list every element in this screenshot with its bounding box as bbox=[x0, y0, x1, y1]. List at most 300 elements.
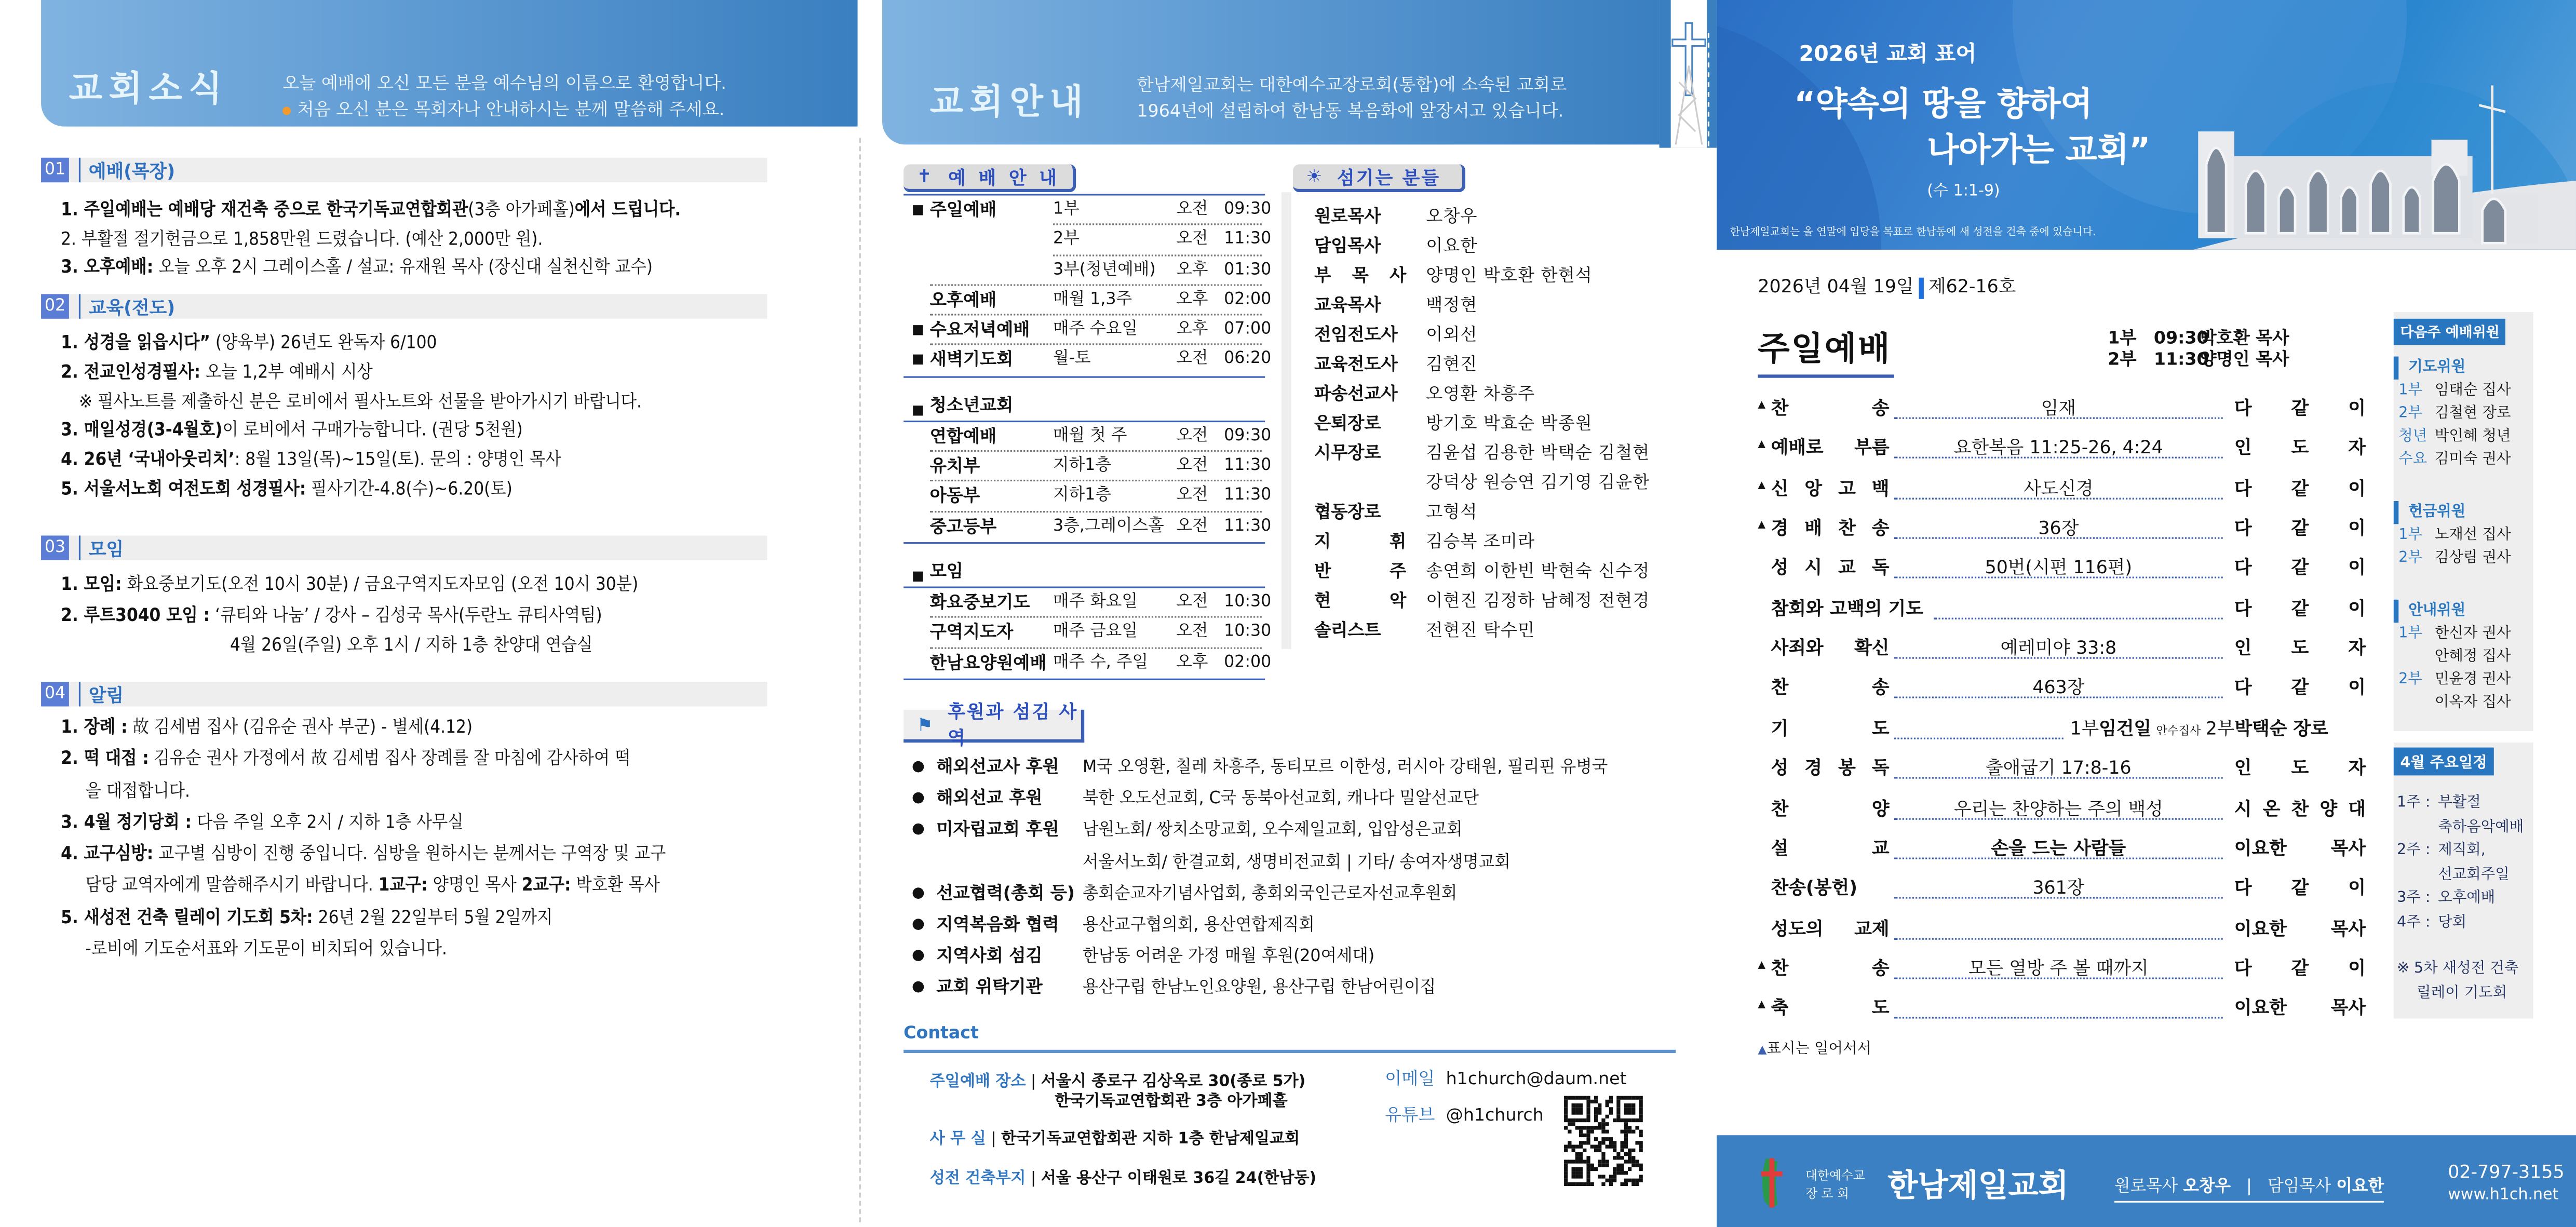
committee-part: 2부 bbox=[2398, 672, 2422, 689]
sunday-venue-address: 서울시 종로구 김상옥로 30(종로 5가) bbox=[1041, 1073, 1306, 1091]
news-emphasis: 1교구: bbox=[378, 874, 428, 896]
contact-sunday-venue: 주일예배 장소 | 서울시 종로구 김상옥로 30(종로 5가) bbox=[929, 1073, 1306, 1091]
schedule-row bbox=[2394, 840, 2533, 864]
news-line-text bbox=[61, 570, 638, 601]
servant-role: 지 휘 bbox=[1314, 532, 1407, 552]
youtube-link[interactable]: @h1church bbox=[1446, 1105, 1544, 1126]
news-text: 담당 교역자에게 말씀해주시기 바랍니다. bbox=[85, 874, 379, 896]
news-text: 교구별 심방이 진행 중입니다. 심방을 원하시는 분께서는 구역장 및 교구 bbox=[153, 843, 666, 865]
worship-ampm: 오전 bbox=[1176, 623, 1208, 641]
servant-row bbox=[1314, 320, 1477, 350]
order-leader: 다 같 이 bbox=[2234, 517, 2366, 539]
worship-group-title: 청소년교회 bbox=[929, 395, 1014, 415]
order-row bbox=[1758, 751, 2366, 784]
worship-ampm: 오전 bbox=[1176, 230, 1208, 249]
building-site-label: 성전 건축부지 bbox=[929, 1169, 1026, 1188]
date-separator bbox=[1919, 277, 1923, 298]
worship-time: 07:00 bbox=[1224, 320, 1272, 339]
order-row bbox=[1758, 991, 2366, 1024]
news-text: 4월 26일(주일) 오후 1시 / 지하 1층 찬양대 연습실 bbox=[230, 634, 593, 656]
bullet-dot-icon bbox=[282, 106, 291, 114]
order-row bbox=[1758, 671, 2366, 704]
order-row bbox=[1758, 511, 2366, 544]
order-row bbox=[1758, 391, 2366, 424]
news-text: 김유순 권사 가정에서 故 김세범 집사 장례를 잘 마침에 감사하여 떡 bbox=[149, 748, 631, 770]
order-label: 찬 송 bbox=[1771, 397, 1890, 419]
news-line-text bbox=[61, 901, 552, 933]
ministry-value bbox=[1083, 784, 1500, 816]
news-line-text bbox=[61, 416, 523, 446]
committee-box bbox=[2394, 312, 2533, 731]
news-line bbox=[61, 387, 767, 416]
worship-detail: 월-토 bbox=[1053, 350, 1091, 369]
order-leader: 인 도 자 bbox=[2234, 437, 2366, 459]
ministry-label: 교회 위탁기관 bbox=[936, 978, 1043, 998]
worship-group-title: 모임 bbox=[929, 561, 963, 582]
order-item: 463장 bbox=[2032, 677, 2085, 699]
news-line bbox=[61, 838, 767, 870]
worship-ampm: 오전 bbox=[1176, 350, 1208, 369]
worship-name: 새벽기도회 bbox=[929, 350, 1014, 371]
servant-row bbox=[1314, 468, 1650, 498]
motto-line-1: “약속의 땅을 향하여 bbox=[1793, 84, 2093, 124]
office-address: 한국기독교연합회관 지하 1층 한남제일교회 bbox=[1001, 1130, 1300, 1149]
prayer-leader-title: 안수집사 bbox=[2156, 724, 2201, 737]
committee-part: 1부 bbox=[2398, 383, 2422, 399]
order-leader: 다 같 이 bbox=[2234, 597, 2366, 619]
news-line-text bbox=[61, 224, 543, 253]
worship-name: 유치부 bbox=[929, 456, 980, 477]
servant-role: 현 악 bbox=[1314, 591, 1407, 611]
servant-row bbox=[1314, 291, 1477, 320]
schedule-event: 당회 bbox=[2438, 914, 2467, 931]
worship-row bbox=[903, 452, 1272, 482]
servant-row bbox=[1314, 557, 1650, 587]
news-line-text bbox=[61, 711, 473, 743]
order-item: 임재 bbox=[2041, 397, 2076, 419]
order-row bbox=[1758, 911, 2366, 944]
worship-time: 09:30 bbox=[1224, 426, 1272, 445]
news-text: 을 대접합니다. bbox=[85, 779, 190, 801]
worship-ampm: 오전 bbox=[1176, 426, 1208, 445]
order-leader: 이요한 목사 bbox=[2234, 838, 2366, 859]
committee-part: 1부 bbox=[2398, 626, 2422, 643]
schedule-rows bbox=[2394, 792, 2533, 1005]
servant-names: 김승복 조미라 bbox=[1426, 532, 1535, 552]
order-row bbox=[1758, 871, 2366, 904]
servant-names: 전현진 탁수민 bbox=[1426, 621, 1535, 641]
schedule-week: 4주 : bbox=[2397, 914, 2431, 931]
servant-names: 김윤섭 김용한 박택순 김철현 bbox=[1426, 443, 1650, 464]
committee-group bbox=[2394, 501, 2533, 570]
order-item: 예레미야 33:8 bbox=[2000, 637, 2117, 659]
square-bullet-icon: ■ bbox=[911, 322, 924, 338]
order-label: 경 배 찬 송 bbox=[1771, 517, 1890, 539]
committee-member: 김미숙 권사 bbox=[2434, 452, 2511, 468]
committee-member: 임태순 집사 bbox=[2434, 383, 2511, 399]
order-label: 예배로 부름 bbox=[1771, 437, 1890, 459]
news-line-text bbox=[61, 475, 512, 504]
committee-part: 수요 bbox=[2398, 452, 2427, 468]
servant-names: 오영환 차흥주 bbox=[1426, 384, 1535, 404]
service-preacher: 박호환 목사 bbox=[2200, 328, 2289, 348]
news-text: 2. 부활절 절기헌금으로 1,858만원 드렸습니다. (예산 2,000만 원). bbox=[61, 227, 543, 249]
stand-note-text: 표시는 일어서서 bbox=[1766, 1041, 1872, 1058]
worship-detail: 3층,그레이스홀 bbox=[1053, 517, 1164, 535]
committee-group-title: 헌금위원 bbox=[2394, 501, 2533, 524]
worship-row bbox=[903, 346, 1272, 376]
ministry-label: 지역사회 섬김 bbox=[936, 946, 1043, 966]
worship-detail: 매주 수요일 bbox=[1053, 320, 1138, 339]
servant-row bbox=[1314, 409, 1593, 439]
committee-member: 민윤경 권사 bbox=[2434, 672, 2511, 689]
servant-names: 방기호 박효순 박종원 bbox=[1426, 414, 1593, 434]
motto-line-2: 나아가는 교회” bbox=[1927, 129, 2151, 169]
worship-time: 11:30 bbox=[1224, 487, 1272, 505]
section-header-bar bbox=[41, 535, 767, 560]
motto-caption: 한남제일교회는 올 연말에 입당을 목표로 한남동에 새 성전을 건축 중에 있습니다. bbox=[1730, 226, 2096, 238]
committee-row bbox=[2394, 623, 2533, 645]
dotted-leader bbox=[1894, 937, 2223, 939]
worship-group-heading bbox=[903, 544, 1265, 586]
servant-row bbox=[1314, 528, 1535, 557]
ministry-tab-label: 후원과 섬김 사역 bbox=[948, 701, 1078, 749]
order-item: 요한복음 11:25-26, 4:24 bbox=[1953, 437, 2163, 459]
worship-time: 11:30 bbox=[1224, 456, 1272, 475]
servants-tab bbox=[1293, 164, 1465, 192]
worship-time: 10:30 bbox=[1224, 623, 1272, 641]
committee-member: 김철현 장로 bbox=[2434, 406, 2511, 423]
ministry-value-text: 용산구립 한남노인요양원, 용산구립 한남어린이집 bbox=[1083, 978, 1436, 998]
worship-row bbox=[903, 316, 1272, 346]
news-emphasis: 1. 장례 : bbox=[61, 716, 128, 738]
dotted-leader bbox=[1934, 617, 2223, 619]
order-label: 성 경 봉 독 bbox=[1771, 758, 1890, 779]
order-label: 찬 송 bbox=[1771, 958, 1890, 979]
schedule-event: 오후예배 bbox=[2438, 890, 2496, 907]
service-time: 11:30 bbox=[2153, 349, 2209, 370]
worship-time: 09:30 bbox=[1224, 200, 1272, 219]
guide-title: 교회안내 bbox=[929, 82, 1090, 122]
section-header-bar bbox=[41, 294, 767, 318]
news-section bbox=[41, 682, 767, 965]
ministry-value bbox=[1083, 973, 1454, 1005]
servant-role: 협동장로 bbox=[1314, 503, 1381, 523]
news-text: 박호환 목사 bbox=[571, 874, 660, 896]
website-link[interactable]: www.h1ch.net bbox=[2448, 1186, 2559, 1205]
order-row bbox=[1758, 831, 2366, 864]
worship-ampm: 오전 bbox=[1176, 517, 1208, 535]
worship-name: 연합예배 bbox=[929, 426, 997, 447]
square-bullet-icon: ■ bbox=[911, 402, 924, 417]
news-line bbox=[61, 329, 767, 358]
denomination-line-2: 장 로 회 bbox=[1805, 1186, 1850, 1201]
committee-member: 노재선 집사 bbox=[2434, 527, 2511, 544]
section-separator bbox=[79, 294, 80, 318]
committee-row bbox=[2394, 449, 2533, 471]
worship-detail: 지하1층 bbox=[1053, 487, 1111, 505]
cross-tower-icon bbox=[1660, 0, 1717, 148]
news-line bbox=[61, 743, 767, 775]
servant-role: 파송선교사 bbox=[1314, 384, 1398, 404]
contact-youtube bbox=[1385, 1102, 1544, 1127]
news-line bbox=[61, 570, 767, 601]
news-section bbox=[41, 294, 767, 504]
ministry-label: 선교협력(총회 등) bbox=[936, 883, 1075, 904]
news-line-text bbox=[86, 870, 660, 901]
servant-row bbox=[1314, 498, 1477, 528]
news-line bbox=[61, 224, 767, 253]
committee-group bbox=[2394, 357, 2533, 471]
order-leader: 시 온 찬 양 대 bbox=[2234, 798, 2366, 819]
ministry-label: 해외선교 후원 bbox=[936, 789, 1043, 809]
worship-detail: 지하1층 bbox=[1053, 456, 1111, 475]
news-text: 26년 2월 22일부터 5월 2일까지 bbox=[313, 906, 553, 928]
service-time-row bbox=[2108, 347, 2289, 371]
schedule-title: 4월 주요일정 bbox=[2394, 748, 2494, 776]
worship-schedule-table bbox=[903, 194, 1272, 680]
order-label: 사죄와 확신 bbox=[1771, 637, 1890, 659]
news-line bbox=[61, 901, 767, 933]
committee-member: 이옥자 집사 bbox=[2434, 695, 2511, 711]
worship-time: 02:00 bbox=[1224, 290, 1272, 309]
news-line-text bbox=[61, 806, 464, 838]
worship-time: 11:30 bbox=[1224, 517, 1272, 535]
servant-role: 은퇴장로 bbox=[1314, 414, 1381, 434]
committee-row bbox=[2394, 692, 2533, 714]
news-section bbox=[41, 158, 767, 282]
servant-role: 솔리스트 bbox=[1314, 621, 1381, 641]
servants-tab-label: 섬기는 분들 bbox=[1337, 167, 1441, 188]
worship-detail: 매월 1,3주 bbox=[1053, 290, 1132, 309]
panel-divider bbox=[859, 138, 861, 1222]
worship-ampm: 오전 bbox=[1176, 456, 1208, 475]
servant-row bbox=[1314, 439, 1650, 468]
ministry-value bbox=[1083, 879, 1477, 910]
order-item: 우리는 찬양하는 주의 백성 bbox=[1953, 798, 2163, 819]
servant-row bbox=[1314, 587, 1650, 616]
order-leader: 인 도 자 bbox=[2234, 637, 2366, 659]
section-header-bar bbox=[41, 682, 767, 706]
news-section bbox=[41, 535, 767, 661]
servant-names: 백정현 bbox=[1426, 295, 1478, 316]
bullet-icon: ● bbox=[911, 979, 925, 996]
committee-member: 한신자 권사 bbox=[2434, 626, 2511, 643]
schedule-row bbox=[2394, 792, 2533, 816]
worship-group-heading bbox=[903, 377, 1265, 420]
news-text: 오늘 1,2부 예배시 시상 bbox=[200, 361, 373, 383]
section-number: 02 bbox=[41, 294, 69, 318]
bullet-icon: ● bbox=[911, 822, 925, 839]
sun-icon: ☀ bbox=[1306, 166, 1324, 187]
committee-row bbox=[2394, 669, 2533, 692]
order-leader: 이요한 목사 bbox=[2234, 918, 2366, 939]
servant-names: 송연희 이한빈 박현숙 신수정 bbox=[1426, 562, 1650, 582]
worship-row bbox=[903, 482, 1272, 512]
worship-detail: 1부 bbox=[1053, 200, 1080, 219]
worship-time: 01:30 bbox=[1224, 260, 1272, 279]
servant-role: 부 목 사 bbox=[1314, 266, 1407, 286]
worship-detail: 매주 화요일 bbox=[1053, 593, 1138, 611]
news-line bbox=[61, 475, 767, 504]
order-row bbox=[1758, 591, 2366, 624]
schedule-week: 2주 : bbox=[2397, 843, 2431, 859]
ministry-value-text: 서울서노회/ 한결교회, 생명비전교회 | 기타/ 송여자생명교회 bbox=[1083, 852, 1510, 872]
guide-desc-2: 1964년에 설립하여 한남동 복음화에 앞장서고 있습니다. bbox=[1137, 102, 1564, 122]
bulletin-date: 2026년 04월 19일 bbox=[1758, 276, 1914, 298]
worship-guide-tab-label: 예 배 안 내 bbox=[948, 167, 1060, 188]
committee-member: 박인혜 청년 bbox=[2434, 428, 2511, 446]
ministry-value-text: 남원노회/ 쌍치소망교회, 오수제일교회, 입암성은교회 bbox=[1083, 820, 1463, 840]
committee-member: 김상림 권사 bbox=[2434, 550, 2511, 567]
worship-name: 아동부 bbox=[929, 487, 980, 507]
youtube-label: 유튜브 bbox=[1385, 1105, 1435, 1126]
contact-title: Contact bbox=[903, 1023, 979, 1044]
stand-triangle-icon: ▲ bbox=[1758, 959, 1766, 971]
worship-name: 오후예배 bbox=[929, 290, 997, 311]
news-emphasis: 2교구: bbox=[521, 874, 571, 896]
ministry-value bbox=[1083, 752, 1636, 784]
worship-row bbox=[903, 196, 1272, 226]
welcome-line-2 bbox=[282, 97, 724, 122]
order-leader: 다 같 이 bbox=[2234, 477, 2366, 499]
ministry-value-text: 총회순교자기념사업회, 총회외국인근로자선교후원회 bbox=[1083, 883, 1458, 904]
worship-name: 중고등부 bbox=[929, 517, 997, 537]
bullet-icon: ● bbox=[911, 916, 925, 933]
bulletin-date-line bbox=[1758, 273, 2016, 299]
servant-role: 교육목사 bbox=[1314, 295, 1381, 316]
worship-row bbox=[903, 648, 1272, 678]
email-link[interactable]: h1church@daum.net bbox=[1446, 1069, 1627, 1089]
worship-name: 구역지도자 bbox=[929, 623, 1014, 643]
email-label: 이메일 bbox=[1385, 1069, 1435, 1089]
servant-names: 이현진 김정하 남혜정 전현경 bbox=[1426, 591, 1650, 611]
worship-detail: 매주 금요일 bbox=[1053, 623, 1138, 641]
order-label: 찬 양 bbox=[1771, 798, 1890, 819]
flag-icon: ⚑ bbox=[916, 713, 935, 735]
church-logo-icon bbox=[1758, 1155, 1784, 1211]
order-item: 사도신경 bbox=[2024, 477, 2094, 499]
news-line-text bbox=[79, 387, 642, 416]
committee-group-title: 기도위원 bbox=[2394, 357, 2533, 380]
ministry-value-text: M국 오영환, 칠레 차흥주, 동티모르 이한성, 러시아 강태원, 필리핀 유병국 bbox=[1083, 757, 1608, 777]
order-label: 성도의 교제 bbox=[1771, 918, 1890, 939]
building-site-address: 서울 용산구 이태원로 36길 24(한남동) bbox=[1041, 1169, 1317, 1188]
schedule-event: 부활절 bbox=[2438, 795, 2481, 812]
schedule-week: 1주 : bbox=[2397, 795, 2431, 812]
worship-guide-tab bbox=[903, 164, 1076, 192]
prayer-leaders bbox=[2070, 714, 2328, 741]
servant-row bbox=[1314, 202, 1477, 232]
schedule-row bbox=[2394, 887, 2533, 911]
news-emphasis: 1. 주일예배는 예배당 재건축 중으로 한국기독교연합회관 bbox=[61, 198, 468, 220]
sunday-venue-label: 주일예배 장소 bbox=[929, 1073, 1026, 1091]
news-emphasis: 1. 성경을 읽읍시다” bbox=[61, 332, 210, 354]
news-text: (양육부) 26년도 완독자 6/100 bbox=[210, 332, 437, 354]
news-emphasis: 5. 새성전 건축 릴레이 기도회 5차: bbox=[61, 906, 313, 928]
servant-names: 이외선 bbox=[1426, 325, 1478, 345]
qr-code-icon[interactable] bbox=[1564, 1096, 1643, 1186]
motto-verse: (수 1:1-9) bbox=[1927, 182, 2000, 200]
dotted-leader bbox=[1894, 1017, 2223, 1019]
schedule-week: 3주 : bbox=[2397, 890, 2431, 907]
schedule-row bbox=[2394, 911, 2533, 935]
news-title: 교회소식 bbox=[69, 69, 229, 109]
news-line-text bbox=[61, 446, 561, 475]
servant-names: 강덕상 원승연 김기영 김윤한 bbox=[1426, 473, 1650, 493]
news-emphasis: 5. 서울서노회 여전도회 성경필사: bbox=[61, 478, 306, 500]
news-emphasis: 2. 전교인성경필사: bbox=[61, 361, 201, 383]
worship-name: 주일예배 bbox=[929, 200, 997, 220]
senior-pastor-name: 이요한 bbox=[2336, 1178, 2384, 1196]
ministry-label: 해외선교사 후원 bbox=[936, 757, 1059, 777]
service-part: 2부 bbox=[2108, 349, 2137, 370]
worship-row bbox=[903, 588, 1272, 618]
section-lines bbox=[41, 182, 767, 282]
ministry-value-text: 용산교구협의회, 용산연합제직회 bbox=[1083, 915, 1315, 935]
news-line-text bbox=[61, 838, 666, 870]
worship-row bbox=[903, 255, 1272, 286]
motto-banner bbox=[1717, 0, 2576, 250]
worship-ampm: 오후 bbox=[1176, 320, 1208, 339]
worship-detail: 매월 첫 주 bbox=[1053, 426, 1127, 445]
news-line-text bbox=[61, 358, 373, 387]
stand-triangle-icon: ▲ bbox=[1758, 1043, 1767, 1057]
news-line bbox=[61, 933, 767, 965]
order-row bbox=[1758, 431, 2366, 464]
order-leader: 다 같 이 bbox=[2234, 878, 2366, 899]
order-label: 설 교 bbox=[1771, 838, 1890, 859]
section-separator bbox=[79, 682, 80, 706]
order-row bbox=[1758, 711, 2366, 744]
servant-role: 담임목사 bbox=[1314, 236, 1381, 257]
news-text: 故 김세범 집사 (김유순 권사 부군) - 별세(4.12) bbox=[127, 716, 473, 738]
news-line-text bbox=[61, 600, 602, 631]
news-text: ‘큐티와 나눔’ / 강사 – 김성국 목사(두란노 큐티사역팀) bbox=[210, 603, 602, 625]
servant-role: 시무장로 bbox=[1314, 443, 1381, 464]
order-label: 찬 송 bbox=[1771, 677, 1890, 699]
order-leader: 다 같 이 bbox=[2234, 958, 2366, 979]
section-separator bbox=[79, 535, 80, 560]
ministry-tab bbox=[903, 701, 1084, 749]
ministry-value bbox=[1083, 910, 1327, 942]
ministry-value bbox=[1083, 815, 1482, 847]
worship-ampm: 오전 bbox=[1176, 487, 1208, 505]
news-line bbox=[61, 775, 767, 806]
servant-role: 전임전도사 bbox=[1314, 325, 1398, 345]
schedule-note: 릴레이 기도회 bbox=[2417, 985, 2507, 1002]
news-emphasis: 3. 매일성경(3-4월호) bbox=[61, 420, 223, 441]
news-line bbox=[61, 600, 767, 631]
ministry-label: 미자립교회 후원 bbox=[936, 820, 1059, 840]
phone-number: 02-797-3155 bbox=[2448, 1161, 2565, 1183]
order-leader: 이요한 목사 bbox=[2234, 997, 2366, 1019]
service-preacher: 양명인 목사 bbox=[2200, 349, 2289, 370]
section-separator bbox=[79, 158, 80, 182]
news-line-text bbox=[61, 743, 630, 775]
order-row bbox=[1758, 471, 2366, 504]
news-header bbox=[41, 0, 857, 127]
schedule-note: ※ 5차 새성전 건축 bbox=[2397, 961, 2519, 978]
contact-sunday-venue-2 bbox=[1055, 1088, 1287, 1111]
news-text: 양명인 목사 bbox=[427, 874, 522, 896]
section-title: 모임 bbox=[88, 538, 124, 560]
bullet-icon: ● bbox=[911, 885, 925, 902]
worship-time: 02:00 bbox=[1224, 653, 1272, 671]
ministry-value bbox=[1083, 847, 1533, 879]
news-text: 화요중보기도(오전 10시 30분) / 금요구역지도자모임 (오전 10시 30분) bbox=[122, 573, 639, 595]
servant-row bbox=[1314, 232, 1477, 261]
